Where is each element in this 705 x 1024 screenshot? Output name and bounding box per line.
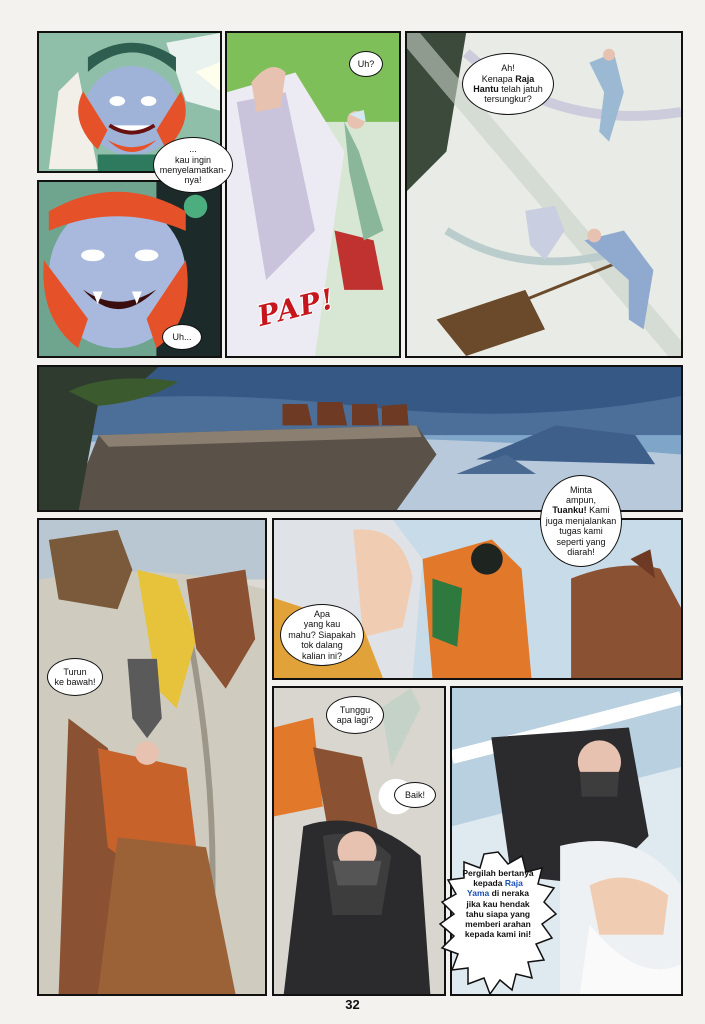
bubble-line: Ah! bbox=[501, 63, 515, 74]
speech-bubble-uh-question bbox=[349, 51, 383, 77]
shout-line: di neraka bbox=[489, 888, 529, 899]
bubble-line: ... bbox=[189, 144, 197, 155]
speech-bubble-tunggu bbox=[326, 696, 384, 734]
bubble-line: yang kau bbox=[303, 619, 341, 630]
bubble-line: Minta bbox=[569, 484, 592, 495]
shout-highlight: Yama bbox=[467, 888, 490, 899]
speech-bubble-who-are-you bbox=[280, 604, 364, 666]
bubble-line: kau ingin bbox=[174, 154, 212, 165]
bubble-line: Kami bbox=[586, 505, 610, 516]
panel-fall-scene bbox=[405, 31, 683, 358]
bubble-text: Baik! bbox=[404, 789, 425, 800]
shout-line: kepada kami ini! bbox=[464, 929, 532, 940]
bubble-line: Apa bbox=[313, 609, 330, 620]
speech-bubble-minta-ampun bbox=[540, 475, 622, 567]
bubble-line: tugas kami bbox=[559, 526, 603, 537]
bubble-line: tok dalang bbox=[301, 640, 343, 651]
bubble-bold: Tuanku! bbox=[552, 505, 587, 516]
bubble-line: mahu? Siapakah bbox=[288, 629, 356, 640]
sword-clash-art bbox=[274, 688, 444, 994]
speech-bubble-baik bbox=[394, 782, 436, 808]
bubble-line: Turun bbox=[63, 666, 87, 677]
bubble-line: menyelamatkan- bbox=[159, 165, 227, 175]
shout-line: Pergilah bertanya bbox=[462, 868, 534, 878]
speech-bubble-uh bbox=[162, 324, 202, 350]
page-number: 32 bbox=[345, 997, 360, 1012]
shout-line: jika kau hendak bbox=[466, 898, 530, 909]
bubble-text: Uh... bbox=[172, 331, 192, 342]
bubble-line: kalian ini? bbox=[301, 650, 343, 661]
bubble-line: seperti yang bbox=[556, 536, 606, 547]
shout-balloon-text bbox=[452, 868, 544, 939]
bubble-line: Tunggu bbox=[339, 704, 371, 715]
bubble-line: Kenapa bbox=[481, 73, 516, 84]
bubble-bold: Raja bbox=[515, 73, 535, 84]
bubble-line: ke bawah! bbox=[54, 677, 96, 687]
bubble-line: telah jatuh bbox=[498, 84, 543, 94]
sfx-pap: PAP! bbox=[254, 282, 338, 333]
bubble-line: nya! bbox=[184, 175, 202, 186]
speech-bubble-save-him bbox=[153, 137, 233, 193]
speech-bubble-turun bbox=[47, 658, 103, 696]
panel-riders-path bbox=[37, 518, 267, 996]
panel-sword-clash bbox=[272, 686, 446, 996]
speech-bubble-raja-hantu bbox=[462, 53, 554, 115]
bubble-line: apa lagi? bbox=[336, 715, 374, 725]
shout-line: tahu siapa yang bbox=[465, 908, 531, 919]
shout-line: memberi arahan bbox=[465, 918, 531, 929]
riders-path-art bbox=[39, 520, 265, 994]
bubble-text: Uh? bbox=[357, 58, 375, 69]
panel-hand-pap bbox=[225, 31, 401, 358]
bubble-line: diarah! bbox=[567, 546, 595, 557]
panel-old-man-masked bbox=[272, 515, 683, 680]
bubble-line: ampun, bbox=[565, 495, 597, 506]
bubble-line: juga menjalankan bbox=[545, 515, 617, 526]
bubble-bold: Hantu bbox=[473, 84, 499, 94]
bubble-line: tersungkur? bbox=[484, 94, 532, 105]
shout-line: kepada bbox=[473, 878, 505, 889]
shout-highlight: Raja bbox=[504, 878, 523, 889]
